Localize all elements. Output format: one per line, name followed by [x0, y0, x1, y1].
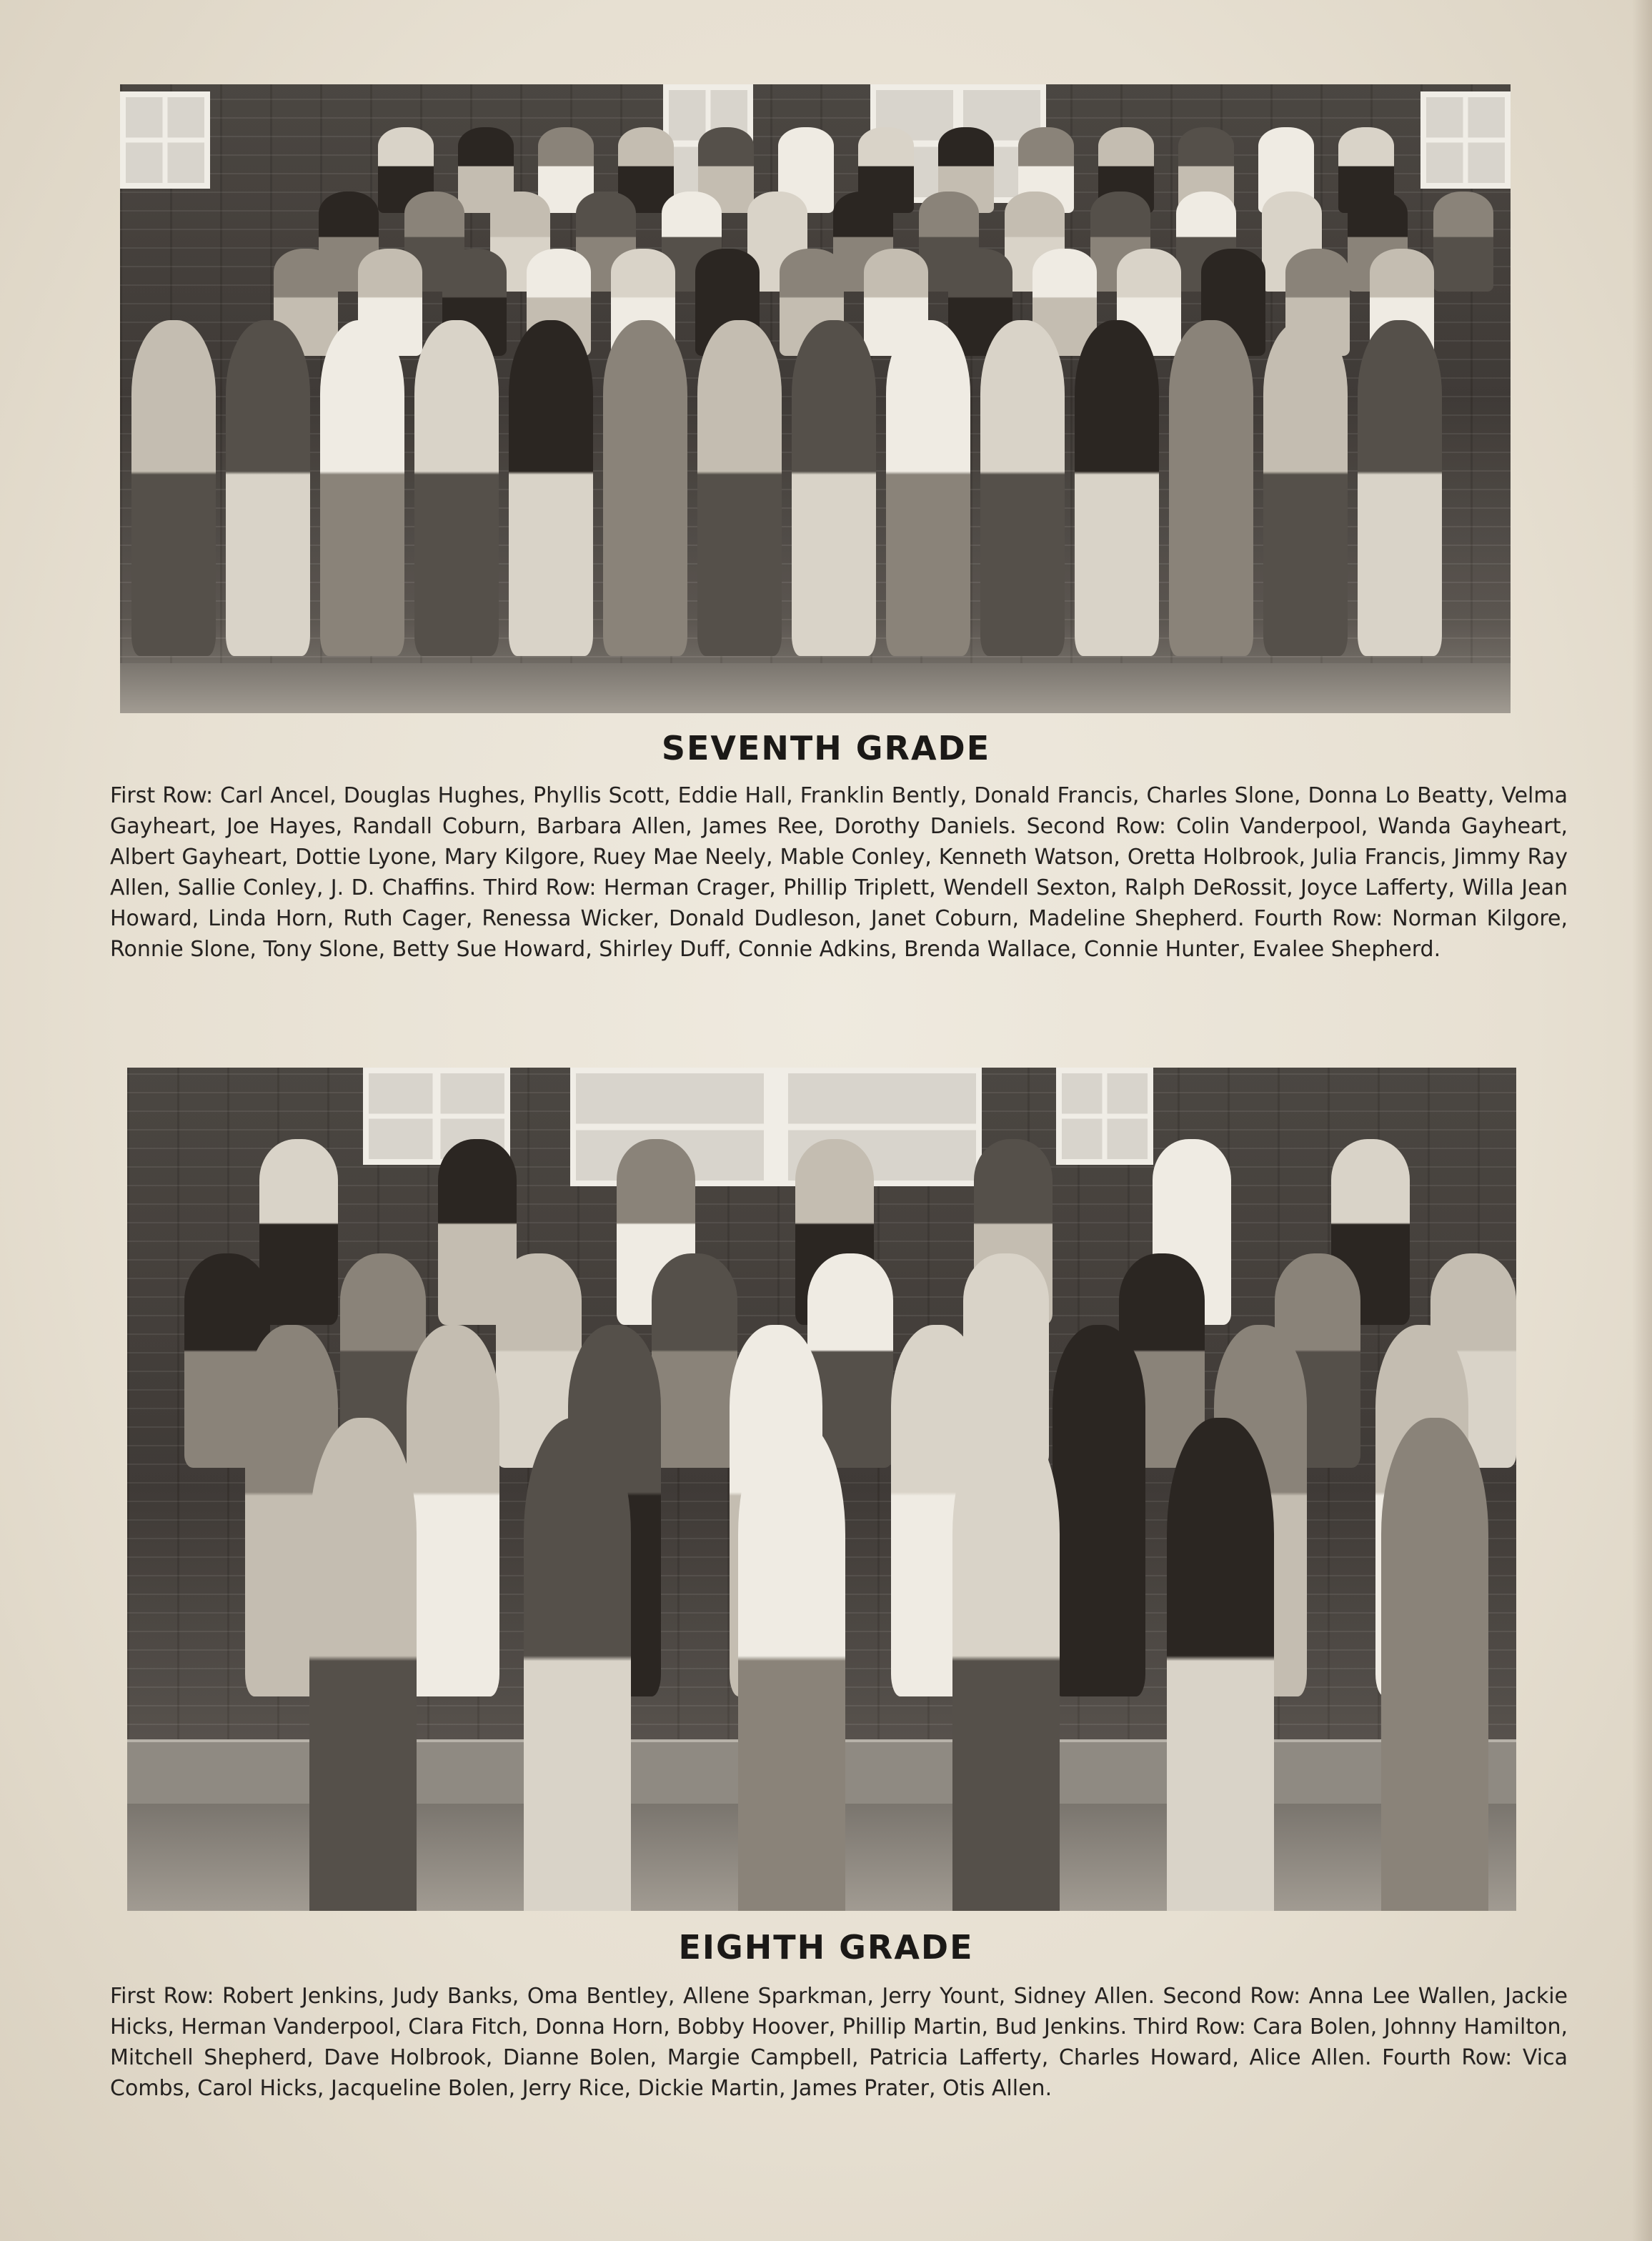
student-figure	[509, 320, 593, 656]
student-head	[120, 687, 157, 713]
student-figure	[1358, 320, 1442, 656]
student-head	[120, 164, 154, 204]
student-figure	[1075, 320, 1159, 656]
student-head	[120, 243, 154, 283]
student-head	[127, 1180, 176, 1236]
student-head	[120, 283, 154, 323]
student-figure	[407, 1325, 499, 1696]
student-head	[127, 1521, 180, 1583]
caption-seventh: First Row: Carl Ancel, Douglas Hughes, Phyllis Scott, Eddie Hall, Franklin Bently, Donald Francis, Charles Slone, Donna Lo Beatty, Velma Gayheart, Joe Hayes, Randall Coburn, Barbara Allen, James Ree, Dorothy Daniels. Second Row: Colin Vanderpool, Wanda Gayheart, Albert Gayheart, Dottie Lyone, Mary Kilgore, Ruey Mae Neely, Mable Conley, Kenneth Watson, Oretta Holbrook, Julia Francis, Jimmy Ray Allen, Sallie Conley, J. D. Chaffins. Third Row: Herman Crager, Phillip Triplett, Wendell Sexton, Ralph DeRossit, Joyce Lafferty, Willa Jean Howard, Linda Horn, Ruth Cager, Renessa Wicker, Donald Dudleson, Janet Coburn, Madeline Shepherd. Fourth Row: Norman Kilgore, Ronnie Slone, Tony Slone, Betty Sue Howard, Shirley Duff, Connie Adkins, Brenda Wallace, Connie Hunter, Evalee Shepherd.	[110, 783, 1568, 962]
page-edge-shadow	[1632, 0, 1652, 2241]
student-figure	[1381, 1418, 1488, 1911]
section-title-seventh: SEVENTH GRADE	[661, 729, 991, 767]
student-head	[127, 1766, 180, 1827]
student-figure	[980, 320, 1065, 656]
student-head	[127, 1404, 176, 1460]
eighth-grade-photo	[127, 1068, 1516, 1911]
student-figure	[1169, 320, 1253, 656]
student-group	[127, 1068, 1516, 1911]
student-figure	[1053, 1325, 1145, 1696]
student-group	[120, 84, 1511, 713]
student-figure	[524, 1418, 631, 1911]
student-figure	[1167, 1418, 1274, 1911]
student-head	[127, 1582, 180, 1644]
student-figure	[738, 1418, 845, 1911]
student-figure	[1263, 320, 1348, 656]
student-head	[127, 1888, 180, 1911]
student-head	[120, 84, 154, 124]
seventh-grade-photo	[120, 84, 1511, 713]
student-figure	[886, 320, 970, 656]
section-title-eighth: EIGHTH GRADE	[678, 1928, 974, 1967]
student-head	[120, 124, 154, 164]
student-head	[127, 1068, 176, 1123]
student-figure	[652, 1253, 737, 1468]
student-figure	[259, 1139, 338, 1325]
student-head	[120, 204, 154, 244]
student-figure	[309, 1418, 417, 1911]
student-figure	[320, 320, 404, 656]
student-head	[127, 1236, 176, 1291]
student-head	[127, 1644, 180, 1705]
student-head	[127, 1827, 180, 1888]
student-head	[127, 1460, 180, 1521]
student-head	[127, 1704, 180, 1766]
student-figure	[697, 320, 782, 656]
student-figure	[792, 320, 876, 656]
student-figure	[131, 320, 216, 656]
student-figure	[226, 320, 310, 656]
student-figure	[414, 320, 499, 656]
student-figure	[1433, 192, 1493, 292]
student-head	[127, 1348, 176, 1403]
student-figure	[952, 1418, 1060, 1911]
caption-eighth: First Row: Robert Jenkins, Judy Banks, Oma Bentley, Allene Sparkman, Jerry Yount, Sidney Allen. Second Row: Anna Lee Wallen, Jackie Hicks, Herman Vanderpool, Clara Fitch, Donna Horn, Bobby Hoover, Phillip Martin, Bud Jenkins. Third Row: Cara Bolen, Johnny Hamilton, Mitchell Shepherd, Dave Holbrook, Dianne Bolen, Margie Campbell, Patricia Lafferty, Charles Howard, Alice Allen. Fourth Row: Vica Combs, Carol Hicks, Jacqueline Bolen, Jerry Rice, Dickie Martin, James Prater, Otis Allen.	[110, 1984, 1568, 2101]
student-head	[127, 1123, 176, 1179]
student-figure	[603, 320, 687, 656]
student-head	[127, 1292, 176, 1348]
